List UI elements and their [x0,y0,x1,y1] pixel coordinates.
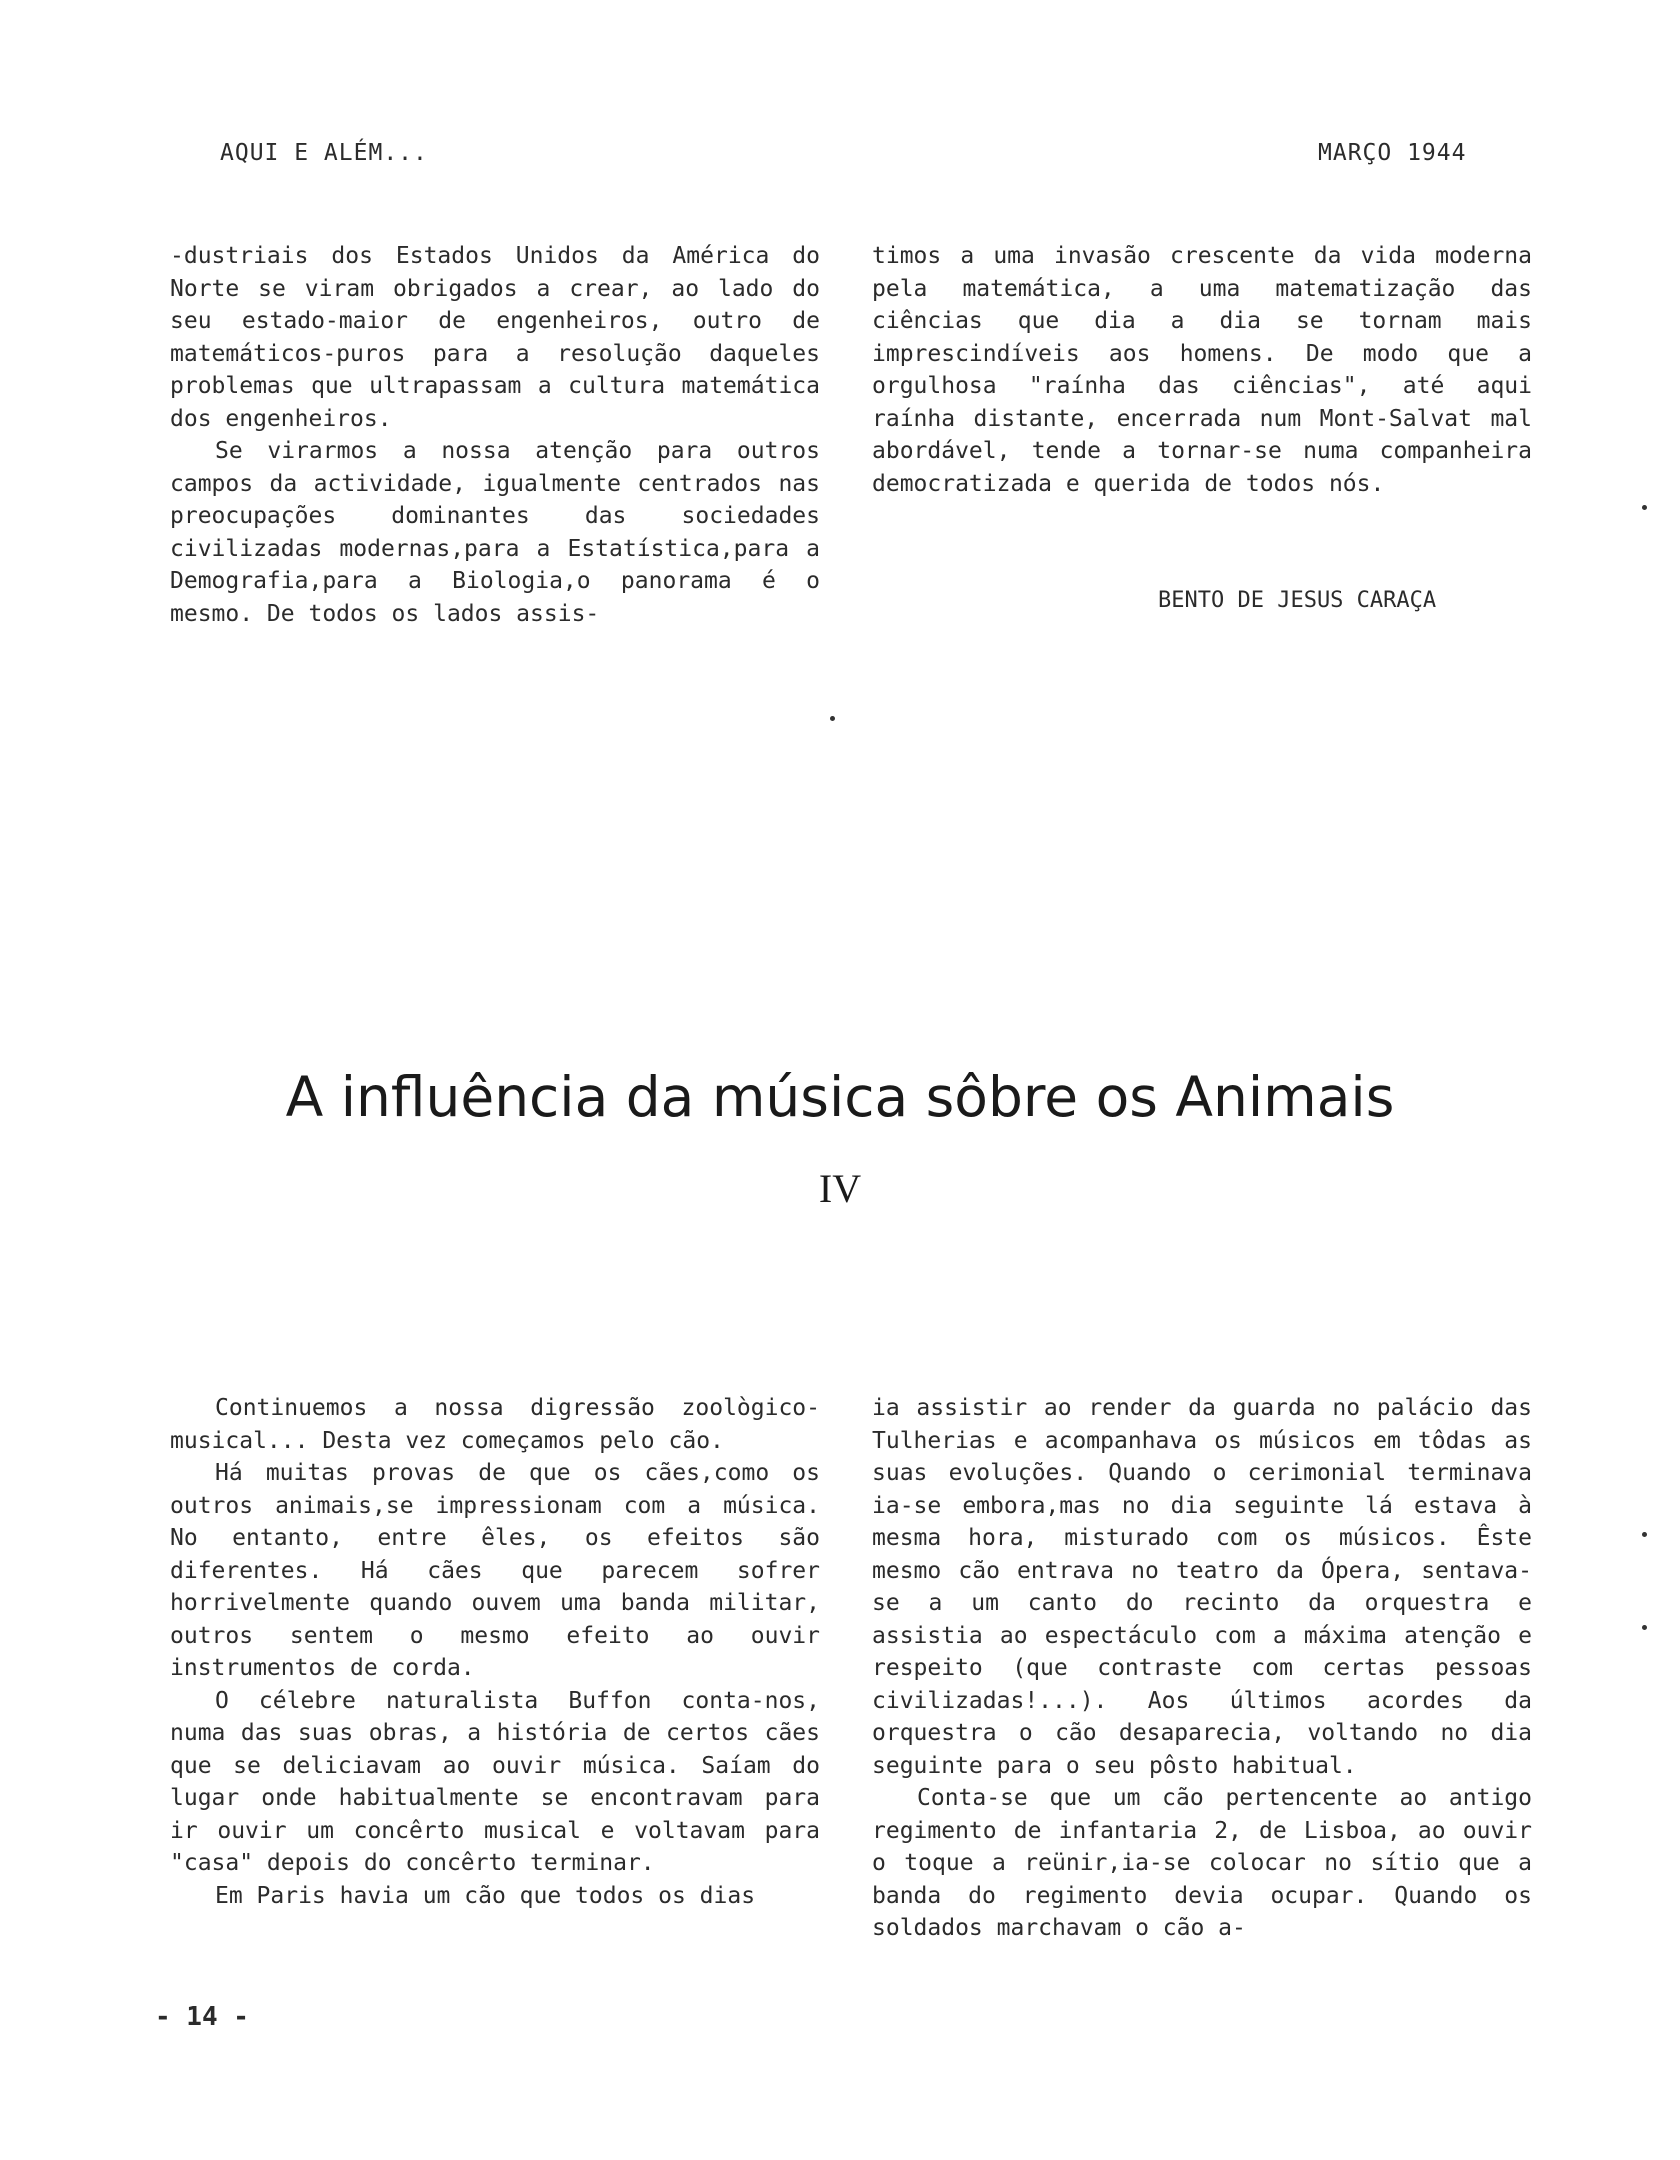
article-right-column [872,1392,1532,1945]
previous-article-left-column [170,240,820,630]
paragraph: Em Paris havia um cão que todos os dias [215,1882,756,1909]
paragraph: Continuemos a nossa digressão zoològico-musical... Desta vez começamos pelo cão. [170,1395,820,1454]
author-signature: BENTO DE JESUS CARAÇA [1158,588,1437,613]
paragraph: Se virarmos a nossa atenção para outros campos da actividade, igualmente centrados nas preocupações dominantes das sociedades civilizadas modernas,para a Estatística,para a Demografia,para a Biologia,o panorama é o mesmo. De todos os lados assis- [170,438,820,627]
paragraph: -dustriais dos Estados Unidos da América do Norte se viram obrigados a crear, ao lado do seu estado-maior de engenheiros, outro de matemáticos-puros para a resolução daqueles problemas que ultrapassam a cultura matemática dos engenheiros. [170,243,820,432]
page-number: - 14 - [155,2002,249,2032]
ink-speck [1642,505,1647,510]
article-part-number: IV [818,1166,862,1211]
ink-speck [830,716,835,721]
running-head-left: AQUI E ALÉM... [220,140,428,166]
paragraph: O célebre naturalista Buffon conta-nos, numa das suas obras, a história de certos cães que se deliciavam ao ouvir música. Saíam do lugar onde habitualmente se encontravam para ir ouvir um concêrto musical e voltavam para "casa" depois do concêrto terminar. [170,1687,820,1876]
article-left-column [170,1392,820,1912]
paragraph: Há muitas provas de que os cães,como os outros animais,se impressionam com a música. No entanto, entre êles, os efeitos são diferentes. Há cães que parecem sofrer horrivelmente quando ouvem uma banda militar, outros sentem o mesmo efeito ao ouvir instrumentos de corda. [170,1460,820,1681]
ink-speck [1642,1532,1647,1537]
ink-speck [1642,1625,1647,1630]
previous-article-right-column [872,240,1532,500]
article-title: A influência da música sôbre os Animais [285,1065,1395,1129]
running-head-date: MARÇO 1944 [1318,140,1467,166]
paragraph: ia assistir ao render da guarda no palácio das Tulherias e acompanhava os músicos em tôdas as suas evoluções. Quando o cerimonial terminava ia-se embora,mas no dia seguinte lá estava à mesma hora, misturado com os músicos. Êste mesmo cão entrava no teatro da Ópera, sentava-se a um canto do recinto da orquestra e assistia ao espectáculo com a máxima atenção e respeito (que contraste com certas pessoas civilizadas!...). Aos últimos acordes da orquestra o cão desaparecia, voltando no dia seguinte para o seu pôsto habitual. [872,1395,1532,1779]
paragraph: timos a uma invasão crescente da vida moderna pela matemática, a uma matematização das ciências que dia a dia se tornam mais imprescindíveis aos homens. De modo que a orgulhosa "raínha das ciências", até aqui raínha distante, encerrada num Mont-Salvat mal abordável, tende a tornar-se numa companheira democratizada e querida de todos nós. [872,243,1532,497]
paragraph: Conta-se que um cão pertencente ao antigo regimento de infantaria 2, de Lisboa, ao ouvir o toque a reünir,ia-se colocar no sítio que a banda do regimento devia ocupar. Quando os soldados marchavam o cão a- [872,1785,1532,1941]
